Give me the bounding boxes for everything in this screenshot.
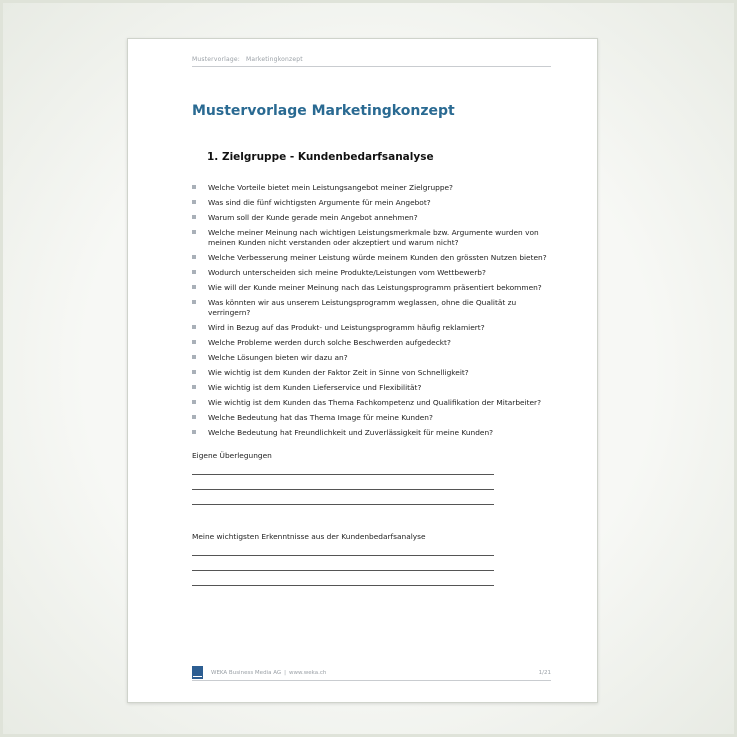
- bullet-icon: [192, 185, 196, 189]
- page-number: 1/21: [538, 670, 551, 676]
- page-footer: [192, 666, 551, 681]
- bullet-icon: [192, 430, 196, 434]
- list-item: [192, 253, 556, 263]
- bullet-icon: [192, 325, 196, 329]
- notes-section-key-findings: [192, 532, 494, 586]
- list-item: [192, 268, 556, 278]
- company-name: WEKA Business Media AG: [211, 670, 282, 676]
- notes-label: Meine wichtigsten Erkenntnisse aus der Kundenbedarfsanalyse: [192, 532, 426, 541]
- bullet-icon: [192, 255, 196, 259]
- writing-line: [192, 474, 494, 475]
- list-item: [192, 228, 556, 248]
- list-item: [192, 323, 556, 333]
- list-item: [192, 338, 556, 348]
- bullet-icon: [192, 340, 196, 344]
- company-website: www.weka.ch: [289, 670, 327, 676]
- list-item: [192, 353, 556, 363]
- header-template-label: Mustervorlage:: [192, 56, 240, 63]
- list-item: [192, 413, 556, 423]
- bullet-icon: [192, 285, 196, 289]
- list-item: [192, 283, 556, 293]
- bullet-icon: [192, 300, 196, 304]
- list-item: [192, 428, 556, 438]
- section-heading: 1. Zielgruppe - Kundenbedarfsanalyse: [207, 151, 434, 163]
- list-item: [192, 368, 556, 378]
- list-item: [192, 213, 556, 223]
- question-text: Welche Probleme werden durch solche Beschwerden aufgedeckt?: [208, 338, 451, 347]
- question-text: Wird in Bezug auf das Produkt- und Leistungsprogramm häufig reklamiert?: [208, 323, 485, 332]
- writing-line: [192, 555, 494, 556]
- bullet-icon: [192, 200, 196, 204]
- list-item: [192, 183, 556, 193]
- writing-line: [192, 489, 494, 490]
- notes-label: Eigene Überlegungen: [192, 451, 272, 460]
- question-text: Welche Vorteile bietet mein Leistungsangebot meiner Zielgruppe?: [208, 183, 453, 192]
- writing-line: [192, 504, 494, 505]
- writing-line: [192, 585, 494, 586]
- question-text: Wie will der Kunde meiner Meinung nach das Leistungsprogramm präsentiert bekommen?: [208, 283, 542, 292]
- document-title: Mustervorlage Marketingkonzept: [192, 103, 455, 119]
- question-text: Wodurch unterscheiden sich meine Produkte/Leistungen vom Wettbewerb?: [208, 268, 486, 277]
- bullet-icon: [192, 355, 196, 359]
- bullet-icon: [192, 400, 196, 404]
- question-text: Was sind die fünf wichtigsten Argumente für mein Angebot?: [208, 198, 431, 207]
- list-item: [192, 198, 556, 208]
- footer-company: [211, 670, 326, 676]
- question-text: Welche meiner Meinung nach wichtigen Leistungsmerkmale bzw. Argumente wurden von meinen Kunden nicht verstanden oder akzeptiert und warum nicht?: [208, 228, 539, 247]
- question-text: Wie wichtig ist dem Kunden der Faktor Zeit in Sinne von Schnelligkeit?: [208, 368, 469, 377]
- header-topic: Marketingkonzept: [245, 56, 303, 63]
- question-text: Was könnten wir aus unserem Leistungsprogramm weglassen, ohne die Qualität zu verringern?: [208, 298, 517, 317]
- bullet-icon: [192, 215, 196, 219]
- question-text: Welche Lösungen bieten wir dazu an?: [208, 353, 348, 362]
- question-text: Wie wichtig ist dem Kunden das Thema Fachkompetenz und Qualifikation der Mitarbeiter?: [208, 398, 542, 407]
- weka-logo-icon: [192, 666, 203, 679]
- writing-line: [192, 570, 494, 571]
- notes-section-own-thoughts: [192, 451, 494, 505]
- bullet-icon: [192, 230, 196, 234]
- document-page: [127, 38, 598, 703]
- list-item: [192, 398, 556, 408]
- question-text: Wie wichtig ist dem Kunden Lieferservice und Flexibilität?: [208, 383, 422, 392]
- list-item: [192, 383, 556, 393]
- page-header: [192, 56, 551, 67]
- footer-separator: |: [284, 670, 286, 676]
- question-text: Warum soll der Kunde gerade mein Angebot annehmen?: [208, 213, 418, 222]
- bullet-icon: [192, 270, 196, 274]
- question-text: Welche Bedeutung hat Freundlichkeit und Zuverlässigkeit für meine Kunden?: [208, 428, 494, 437]
- list-item: [192, 298, 556, 318]
- question-list: [192, 183, 556, 443]
- question-text: Welche Verbesserung meiner Leistung würde meinem Kunden den grössten Nutzen bieten?: [208, 253, 547, 262]
- bullet-icon: [192, 385, 196, 389]
- bullet-icon: [192, 370, 196, 374]
- question-text: Welche Bedeutung hat das Thema Image für meine Kunden?: [208, 413, 433, 422]
- bullet-icon: [192, 415, 196, 419]
